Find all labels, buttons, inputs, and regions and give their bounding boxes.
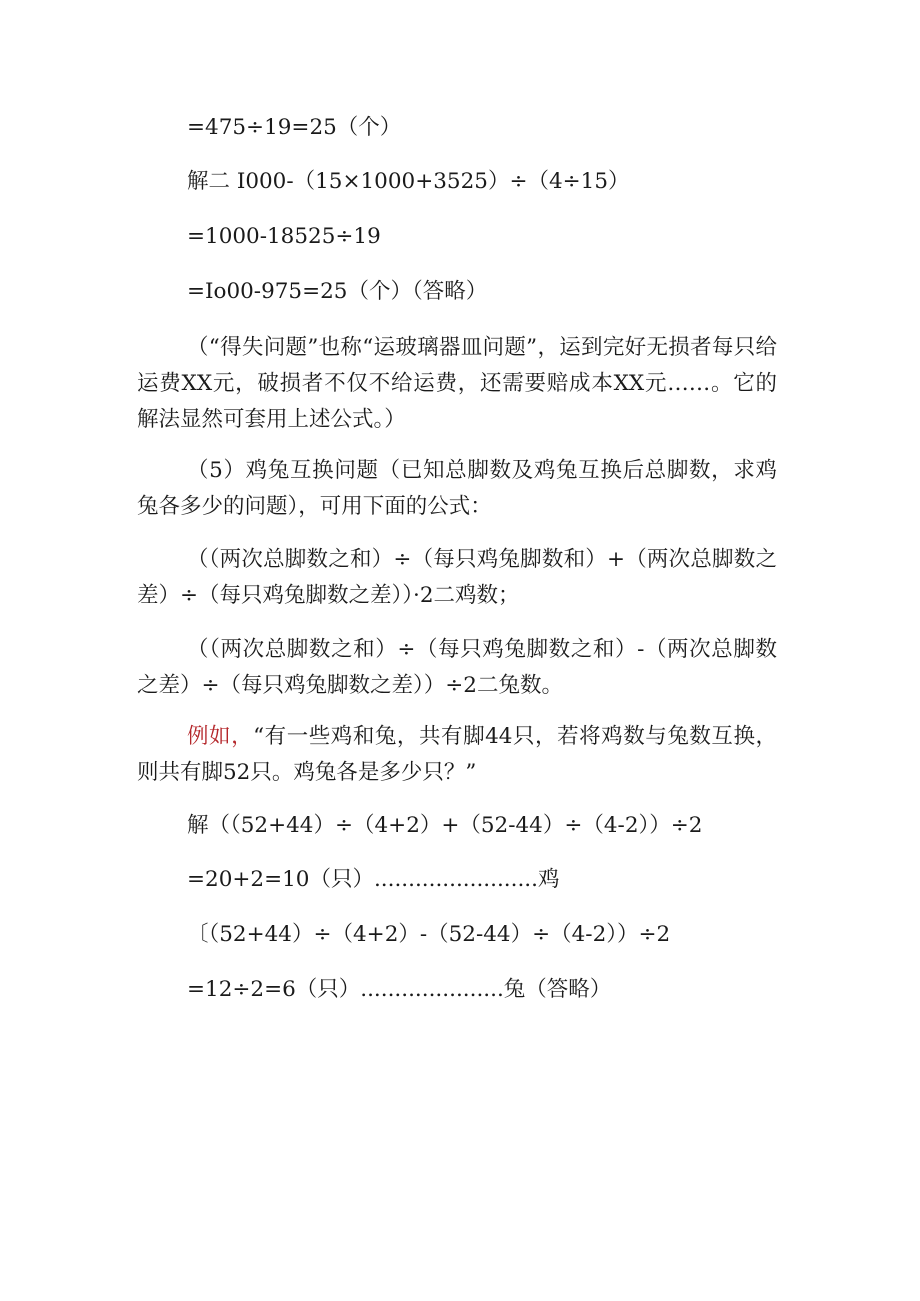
calc-line-1: =475÷19=25（个） (187, 115, 402, 140)
calc-line-4: =Io00-975=25（个）（答略） (187, 279, 488, 304)
calc-line-2: 解二 I000-（15×1000+3525）÷（4÷15） (187, 169, 630, 194)
solution-line-3: 〔（52+44）÷（4+2）-（52-44）÷（4-2））÷2 (187, 922, 671, 947)
section-5-paragraph: （5）鸡兔互换问题（已知总脚数及鸡兔互换后总脚数，求鸡兔各多少的问题），可用下面的公式： (137, 458, 777, 519)
formula-chicken: （（两次总脚数之和）÷（每只鸡兔脚数和）+（两次总脚数之差）÷（每只鸡兔脚数之差））·2二鸡数； (137, 547, 777, 608)
solution-line-2: =20+2=10（只）........................鸡 (187, 867, 560, 892)
formula-rabbit: （（两次总脚数之和）÷（每只鸡兔脚数之和）-（两次总脚数之差）÷（每只鸡兔脚数之差））÷2二兔数。 (137, 637, 777, 698)
solution-line-1: 解（（52+44）÷（4+2）+（52-44）÷（4-2））÷2 (187, 813, 703, 838)
example-lead: 例如， (187, 724, 254, 749)
example-paragraph (137, 719, 777, 791)
solution-line-4: =12÷2=6（只）.....................兔（答略） (187, 977, 612, 1002)
example-body: “有一些鸡和兔，共有脚44只，若将鸡数与兔数互换，则共有脚52只。鸡兔各是多少只？” (137, 724, 777, 785)
note-paragraph: （“得失问题”也称“运玻璃器皿问题”，运到完好无损者每只给运费XX元，破损者不仅不给运费，还需要赔成本XX元……。它的解法显然可套用上述公式。） (137, 335, 777, 432)
calc-line-3: =1000-18525÷19 (187, 224, 381, 249)
